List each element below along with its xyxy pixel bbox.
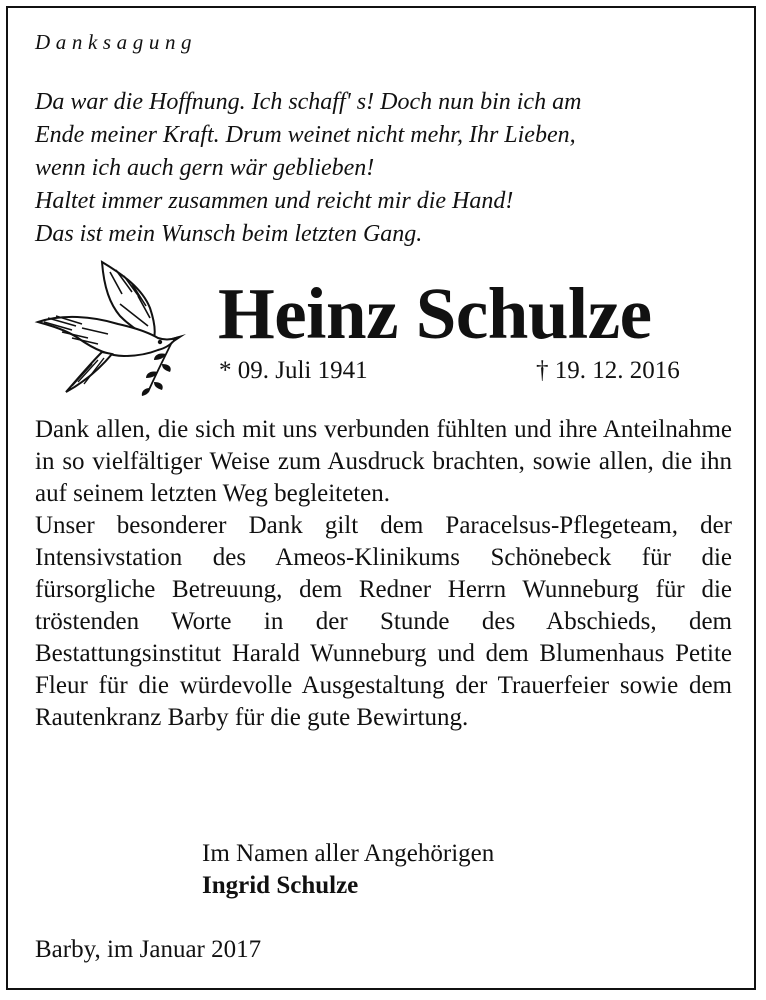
- thanks-paragraph: Dank allen, die sich mit uns verbunden fühlten und ihre Anteilnahme in so vielfältiger Weise zum Ausdruck brachten, sowie allen, die ihn auf seinem letzten Weg begleiteten.: [35, 416, 732, 507]
- poem-line: Ende meiner Kraft. Drum weinet nicht mehr, Ihr Lieben,: [35, 122, 576, 148]
- birth-date: * 09. Juli 1941: [219, 357, 368, 384]
- notice-heading: Danksagung: [35, 30, 198, 54]
- dove-icon: [32, 258, 192, 398]
- poem-line: wenn ich auch gern wär geblieben!: [35, 155, 375, 181]
- poem-line: Haltet immer zusammen und reicht mir die Hand!: [35, 188, 514, 214]
- poem-line: Da war die Hoffnung. Ich schaff' s! Doch nun bin ich am: [35, 89, 582, 115]
- signer-name: Ingrid Schulze: [202, 872, 359, 899]
- signoff: [202, 838, 494, 902]
- deceased-name: Heinz Schulze: [218, 273, 652, 354]
- signoff-line: Im Namen aller Angehörigen: [202, 840, 495, 867]
- thanks-paragraph: Unser besonderer Dank gilt dem Paracelsus-Pflegeteam, der Intensivstation des Ameos-Klinikums Schönebeck für die fürsorgliche Betreuung, dem Redner Herrn Wunneburg für die tröstenden Worte in der Stunde des Abschieds, dem Bestattungsinstitut Harald Wunneburg und dem Blumenhaus Petite Fleur für die würdevolle Ausgestaltung der Trauerfeier sowie dem Rautenkranz Barby für die gute Bewirtung.: [35, 512, 732, 731]
- poem-line: Das ist mein Wunsch beim letzten Gang.: [35, 221, 423, 247]
- thanks-text: [35, 414, 732, 734]
- death-date: † 19. 12. 2016: [536, 357, 680, 384]
- place-date: Barby, im Januar 2017: [35, 936, 262, 963]
- poem: [35, 86, 581, 251]
